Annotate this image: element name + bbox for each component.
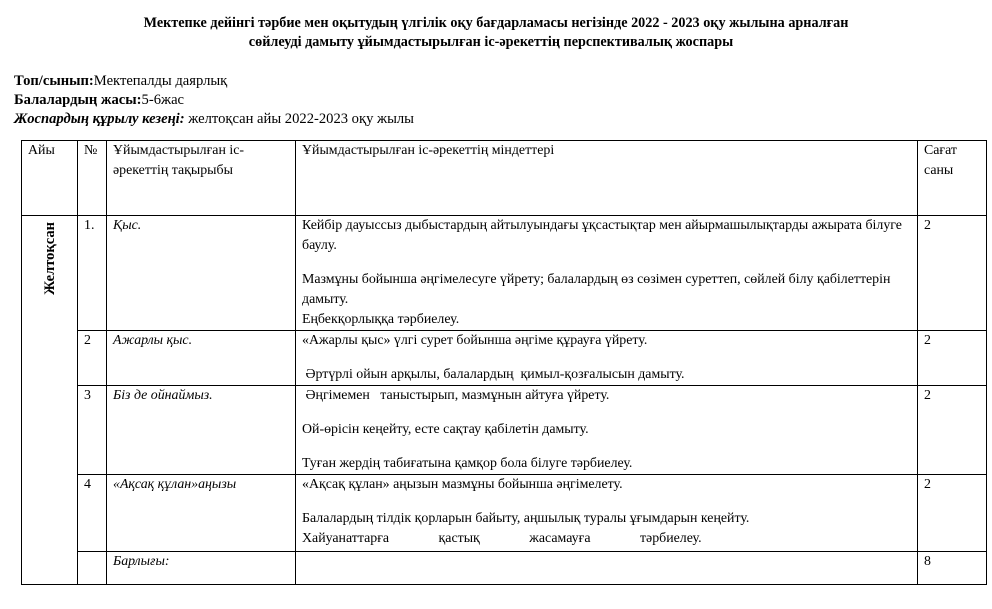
row-hours: 2 — [918, 331, 987, 386]
total-hours: 8 — [918, 552, 987, 585]
task-text: Туған жердің табиғатына қамқор бола білуге тәрбиелеу. — [302, 456, 633, 471]
table-row — [22, 216, 987, 331]
header-hours: Сағат саны — [918, 141, 987, 216]
total-label: Барлығы: — [107, 552, 296, 585]
group-line — [14, 72, 414, 91]
row-hours: 2 — [918, 386, 987, 475]
row-topic: «Ақсақ құлан»аңызы — [107, 475, 296, 552]
group-value: Мектепалды даярлық — [93, 73, 228, 89]
header-number: № — [78, 141, 107, 216]
total-tasks-empty — [296, 552, 918, 585]
header-month: Айы — [22, 141, 78, 216]
total-number-empty — [78, 552, 107, 585]
task-text: «Ақсақ құлан» аңызын мазмұны бойынша әңгімелету. — [302, 477, 623, 492]
table-total-row — [22, 552, 987, 585]
document-title — [0, 14, 992, 52]
header-tasks: Ұйымдастырылған іс-әрекеттің міндеттері — [296, 141, 918, 216]
task-text: Әртүрлі ойын арқылы, балалардың қимыл-қозғалысын дамыту. — [302, 367, 685, 382]
row-hours: 2 — [918, 216, 987, 331]
row-topic: Қыс. — [107, 216, 296, 331]
task-text: Мазмұны бойынша әңгімелесуге үйрету; балалардың өз сөзімен суреттеп, сөйлей білу қабілеттерін дамыту. — [302, 272, 891, 307]
task-text: Балалардың тілдік қорларын байыту, аңшылық туралы ұғымдарын кеңейту. — [302, 511, 750, 526]
table-row — [22, 331, 987, 386]
row-number: 1. — [78, 216, 107, 331]
period-label: Жоспардың құрылу кезеңі: — [14, 111, 185, 127]
month-cell — [22, 216, 78, 585]
title-line-1: Мектепке дейінгі тәрбие мен оқытудың үлгілік оқу бағдарламасы негізінде 2022 - 2023 оқу жылына арналған — [143, 15, 849, 31]
row-tasks — [296, 475, 918, 552]
table-row — [22, 386, 987, 475]
plan-table — [21, 140, 987, 585]
table-header-row — [22, 141, 987, 216]
age-label: Балалардың жасы: — [14, 92, 142, 108]
task-text: Ой-өрісін кеңейту, есте сақтау қабілетін дамыту. — [302, 422, 589, 437]
row-topic: Біз де ойнаймыз. — [107, 386, 296, 475]
row-hours: 2 — [918, 475, 987, 552]
row-number: 4 — [78, 475, 107, 552]
task-text: «Ажарлы қыс» үлгі сурет бойынша әңгіме құрауға үйрету. — [302, 333, 648, 348]
row-topic: Ажарлы қыс. — [107, 331, 296, 386]
row-tasks — [296, 386, 918, 475]
age-value: 5-6жас — [141, 92, 185, 108]
task-text: Кейбір дауыссыз дыбыстардың айтылуындағы ұқсастықтар мен айырмашылықтарды ажырата білуге баулу. — [302, 218, 902, 253]
month-label-rotated — [40, 222, 60, 295]
age-line — [14, 91, 414, 110]
row-tasks — [296, 331, 918, 386]
header-topic: Ұйымдастырылған іс-әрекеттің тақырыбы — [107, 141, 296, 216]
task-text: Хайуанаттарға қастық жасамауға тәрбиелеу. — [302, 531, 702, 546]
row-number: 3 — [78, 386, 107, 475]
period-line — [14, 110, 414, 129]
row-number: 2 — [78, 331, 107, 386]
title-line-2: сөйлеуді дамыту ұйымдастырылған іс-әрекеттің перспективалық жоспары — [248, 34, 734, 50]
task-text: Әңгімемен таныстырып, мазмұнын айтуға үйрету. — [302, 388, 610, 403]
table-row — [22, 475, 987, 552]
task-text: Еңбекқорлыққа тәрбиелеу. — [302, 312, 460, 327]
row-tasks — [296, 216, 918, 331]
group-label: Топ/сынып: — [14, 73, 94, 89]
plan-meta — [14, 72, 414, 129]
period-value: желтоқсан айы 2022-2023 оқу жылы — [184, 111, 414, 127]
month-label: Желтоқсан — [41, 222, 58, 295]
